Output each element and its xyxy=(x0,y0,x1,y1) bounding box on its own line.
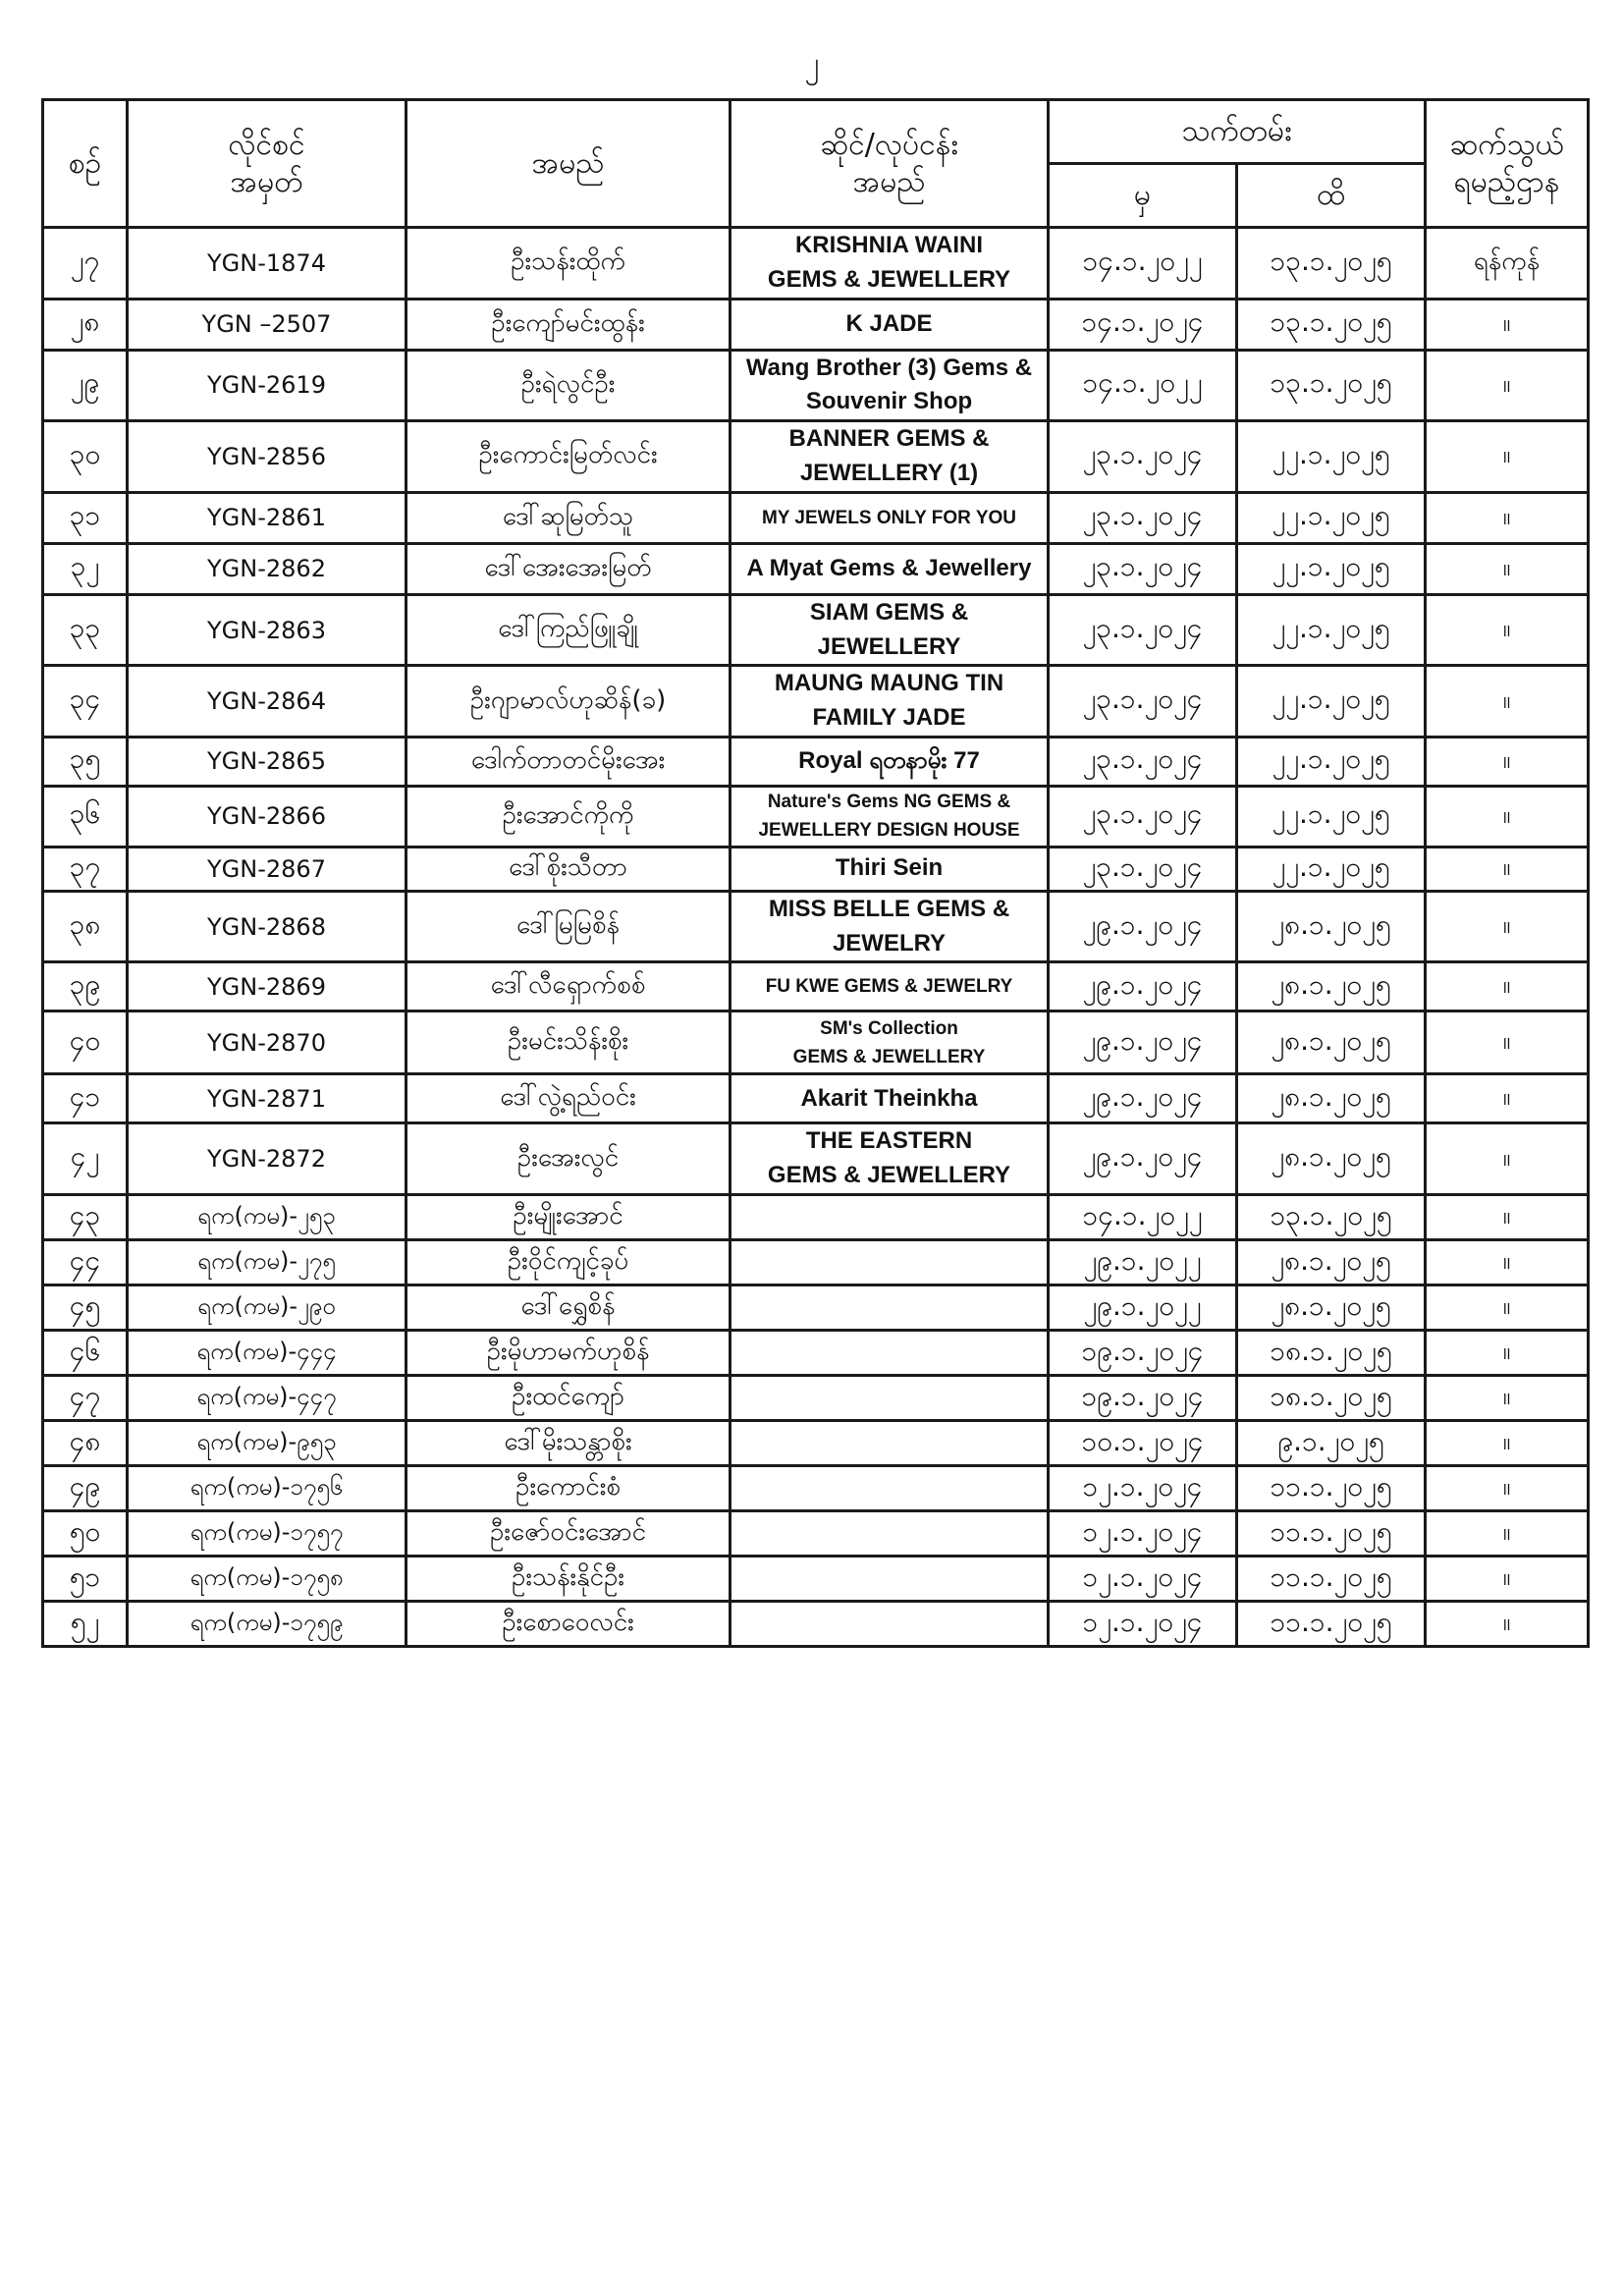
cell-number: ၃၆ xyxy=(43,786,128,847)
cell-owner-name: ဦးဂျာမာလ်ဟုဆိန်(ခ) xyxy=(406,666,731,738)
col-header-contact xyxy=(1426,100,1589,228)
cell-license-number: ရက(ကမ)-၄၄၇ xyxy=(128,1376,406,1421)
cell-license-number: YGN-2870 xyxy=(128,1011,406,1074)
shop-name-line1: MISS BELLE GEMS & xyxy=(768,895,1010,922)
cell-owner-name: ဒေါ်စိုးသီတာ xyxy=(406,847,731,891)
cell-shop-name xyxy=(731,492,1049,543)
cell-number: ၅၁ xyxy=(43,1557,128,1602)
col-header-shop xyxy=(731,100,1049,228)
shop-name-line1: K JADE xyxy=(845,309,933,337)
cell-valid-to: ၁၃.၁.၂၀၂၅ xyxy=(1237,350,1426,421)
cell-contact-department: ။ xyxy=(1426,1011,1589,1074)
cell-owner-name: ဦးအေးလွင် xyxy=(406,1123,731,1195)
cell-number: ၄၅ xyxy=(43,1285,128,1331)
cell-valid-from: ၁၂.၁.၂၀၂၄ xyxy=(1049,1602,1237,1647)
cell-license-number: YGN-2866 xyxy=(128,786,406,847)
cell-contact-department: ။ xyxy=(1426,1511,1589,1557)
cell-number: ၃၇ xyxy=(43,847,128,891)
page-number: ၂ xyxy=(804,46,820,81)
cell-shop-name xyxy=(731,1240,1049,1285)
col-header-license xyxy=(128,100,406,228)
shop-name-line2: JEWELLERY DESIGN HOUSE xyxy=(758,820,1020,842)
shop-name-line2: GEMS & JEWELLERY xyxy=(767,1162,1011,1189)
cell-valid-from: ၂၃.၁.၂၀၂၄ xyxy=(1049,737,1237,786)
header-row xyxy=(43,100,1589,164)
cell-number: ၄၆ xyxy=(43,1331,128,1376)
cell-valid-from: ၂၉.၁.၂၀၂၂ xyxy=(1049,1240,1237,1285)
col-header-license-line2: အမှတ် xyxy=(230,164,303,199)
cell-valid-from: ၂၉.၁.၂၀၂၄ xyxy=(1049,962,1237,1011)
cell-valid-to: ၁၁.၁.၂၀၂၅ xyxy=(1237,1557,1426,1602)
cell-valid-to: ၁၈.၁.၂၀၂၅ xyxy=(1237,1331,1426,1376)
table-row xyxy=(43,1123,1589,1195)
shop-name-line2: JEWELLERY (1) xyxy=(799,459,979,486)
cell-valid-to: ၁၃.၁.၂၀၂၅ xyxy=(1237,228,1426,300)
cell-valid-to: ၂၂.၁.၂၀၂၅ xyxy=(1237,847,1426,891)
cell-valid-to: ၂၂.၁.၂၀၂၅ xyxy=(1237,421,1426,493)
cell-license-number: YGN-2856 xyxy=(128,421,406,493)
shop-name-line1: MAUNG MAUNG TIN xyxy=(774,670,1004,697)
cell-contact-department: ။ xyxy=(1426,847,1589,891)
cell-owner-name: ဦးရဲလွင်ဦး xyxy=(406,350,731,421)
cell-license-number: YGN-1874 xyxy=(128,228,406,300)
shop-name-line2: Souvenir Shop xyxy=(805,388,973,415)
cell-shop-name xyxy=(731,228,1049,300)
cell-owner-name: ဒေါ်လွဲ့ရည်ဝင်း xyxy=(406,1074,731,1123)
table-row xyxy=(43,543,1589,594)
cell-owner-name: ဒေါ်အေးအေးမြတ် xyxy=(406,543,731,594)
cell-license-number: ရက(ကမ)-၉၅၃ xyxy=(128,1421,406,1466)
cell-shop-name xyxy=(731,962,1049,1011)
cell-shop-name xyxy=(731,1602,1049,1647)
shop-name-line1: BANNER GEMS & xyxy=(788,425,990,453)
cell-owner-name: ဒေါက်တာတင်မိုးအေး xyxy=(406,737,731,786)
cell-number: ၃၈ xyxy=(43,891,128,962)
cell-shop-name xyxy=(731,299,1049,350)
shop-name-line1: Wang Brother (3) Gems & xyxy=(745,354,1033,381)
cell-contact-department: ။ xyxy=(1426,891,1589,962)
shop-name-line1: SIAM GEMS & JEWELLERY xyxy=(809,598,969,660)
shop-name-line1: SM's Collection xyxy=(820,1017,958,1039)
cell-valid-from: ၂၉.၁.၂၀၂၄ xyxy=(1049,1074,1237,1123)
shop-name-line1: A Myat Gems & Jewellery xyxy=(746,554,1032,581)
cell-valid-to: ၂၂.၁.၂၀၂၅ xyxy=(1237,737,1426,786)
table-row xyxy=(43,666,1589,738)
col-header-name: အမည် xyxy=(406,100,731,228)
shop-name-line2: JEWELRY xyxy=(832,929,947,957)
cell-owner-name: ဦးကောင်းမြတ်လင်း xyxy=(406,421,731,493)
cell-shop-name xyxy=(731,1376,1049,1421)
cell-owner-name: ဦးဇော်ဝင်းအောင် xyxy=(406,1511,731,1557)
shop-name-line2: GEMS & JEWELLERY xyxy=(792,1046,986,1067)
cell-license-number: YGN –2507 xyxy=(128,299,406,350)
shop-name-line1: MY JEWELS ONLY FOR YOU xyxy=(761,507,1017,528)
cell-contact-department: ။ xyxy=(1426,1466,1589,1511)
table-row xyxy=(43,1011,1589,1074)
cell-valid-to: ၂၈.၁.၂၀၂၅ xyxy=(1237,1285,1426,1331)
cell-contact-department: ။ xyxy=(1426,543,1589,594)
cell-contact-department: ။ xyxy=(1426,1123,1589,1195)
table-row xyxy=(43,1376,1589,1421)
cell-number: ၄၃ xyxy=(43,1195,128,1240)
table-body xyxy=(43,228,1589,1647)
cell-number: ၄၉ xyxy=(43,1466,128,1511)
license-register-table xyxy=(41,98,1590,1648)
cell-contact-department: ။ xyxy=(1426,1376,1589,1421)
cell-number: ၄၄ xyxy=(43,1240,128,1285)
cell-valid-to: ၂၂.၁.၂၀၂၅ xyxy=(1237,594,1426,666)
cell-valid-from: ၂၃.၁.၂၀၂၄ xyxy=(1049,666,1237,738)
cell-valid-from: ၁၉.၁.၂၀၂၄ xyxy=(1049,1331,1237,1376)
cell-shop-name xyxy=(731,1421,1049,1466)
col-header-contact-line2: ရမည့်ဌာန xyxy=(1453,164,1560,199)
cell-valid-from: ၂၃.၁.၂၀၂၄ xyxy=(1049,543,1237,594)
cell-valid-from: ၁၀.၁.၂၀၂၄ xyxy=(1049,1421,1237,1466)
cell-valid-to: ၁၁.၁.၂၀၂၅ xyxy=(1237,1511,1426,1557)
cell-contact-department: ။ xyxy=(1426,421,1589,493)
cell-shop-name xyxy=(731,1195,1049,1240)
table-row xyxy=(43,1421,1589,1466)
cell-contact-department: ။ xyxy=(1426,962,1589,1011)
cell-contact-department: ။ xyxy=(1426,350,1589,421)
table-row xyxy=(43,1195,1589,1240)
cell-valid-to: ၁၈.၁.၂၀၂၅ xyxy=(1237,1376,1426,1421)
cell-owner-name: ဒေါ်ရွှေစိန် xyxy=(406,1285,731,1331)
cell-owner-name: ဦးသန်းထိုက် xyxy=(406,228,731,300)
cell-license-number: ရက(ကမ)-၁၇၅၆ xyxy=(128,1466,406,1511)
shop-name-line1: Royal ရတနာမိုး 77 xyxy=(798,747,980,775)
cell-number: ၃၉ xyxy=(43,962,128,1011)
table-row xyxy=(43,421,1589,493)
shop-name-line1: KRISHNIA WAINI xyxy=(794,232,984,258)
cell-license-number: ရက(ကမ)-၂၅၃ xyxy=(128,1195,406,1240)
shop-name-line1: Nature's Gems NG GEMS & xyxy=(767,791,1011,812)
col-header-from: မှ xyxy=(1049,164,1237,228)
cell-contact-department: ။ xyxy=(1426,1602,1589,1647)
cell-contact-department: ။ xyxy=(1426,594,1589,666)
cell-valid-to: ၂၈.၁.၂၀၂၅ xyxy=(1237,962,1426,1011)
table-row xyxy=(43,1074,1589,1123)
cell-contact-department: ။ xyxy=(1426,299,1589,350)
cell-shop-name xyxy=(731,737,1049,786)
cell-valid-from: ၂၉.၁.၂၀၂၄ xyxy=(1049,1011,1237,1074)
cell-valid-from: ၁၄.၁.၂၀၂၂ xyxy=(1049,350,1237,421)
col-header-shop-line1: ဆိုင်/လုပ်ငန်း xyxy=(820,128,958,162)
table-row xyxy=(43,1240,1589,1285)
cell-owner-name: ဦးမိုဟာမက်ဟုစိန် xyxy=(406,1331,731,1376)
cell-number: ၄၀ xyxy=(43,1011,128,1074)
cell-number: ၄၂ xyxy=(43,1123,128,1195)
shop-name-line1: THE EASTERN xyxy=(805,1127,973,1155)
cell-number: ၄၈ xyxy=(43,1421,128,1466)
cell-owner-name: ဦးကျော်မင်းထွန်း xyxy=(406,299,731,350)
shop-name-line1: Akarit Theinkha xyxy=(800,1084,978,1112)
cell-valid-from: ၂၃.၁.၂၀၂၄ xyxy=(1049,421,1237,493)
cell-contact-department: ။ xyxy=(1426,1195,1589,1240)
table-row xyxy=(43,228,1589,300)
cell-shop-name xyxy=(731,1123,1049,1195)
cell-contact-department: ။ xyxy=(1426,1421,1589,1466)
cell-shop-name xyxy=(731,543,1049,594)
cell-contact-department: ။ xyxy=(1426,737,1589,786)
cell-number: ၅၀ xyxy=(43,1511,128,1557)
cell-valid-from: ၁၄.၁.၂၀၂၂ xyxy=(1049,228,1237,300)
col-header-shop-line2: အမည် xyxy=(852,164,926,199)
cell-contact-department: ။ xyxy=(1426,786,1589,847)
table-row xyxy=(43,1511,1589,1557)
cell-shop-name xyxy=(731,1511,1049,1557)
cell-shop-name xyxy=(731,350,1049,421)
col-header-license-line1: လိုင်စင် xyxy=(228,128,305,162)
cell-owner-name: ဦးမင်းသိန်းစိုး xyxy=(406,1011,731,1074)
cell-shop-name xyxy=(731,1331,1049,1376)
cell-contact-department: ။ xyxy=(1426,1074,1589,1123)
cell-owner-name: ဒေါ်လီရှောက်စစ် xyxy=(406,962,731,1011)
table-row xyxy=(43,1557,1589,1602)
cell-contact-department: ရန်ကုန် xyxy=(1426,228,1589,300)
cell-shop-name xyxy=(731,594,1049,666)
cell-number: ၃၅ xyxy=(43,737,128,786)
cell-valid-from: ၂၉.၁.၂၀၂၄ xyxy=(1049,891,1237,962)
cell-valid-to: ၁၁.၁.၂၀၂၅ xyxy=(1237,1602,1426,1647)
cell-license-number: ရက(ကမ)-၁၇၅၉ xyxy=(128,1602,406,1647)
cell-license-number: YGN-2868 xyxy=(128,891,406,962)
cell-valid-from: ၂၉.၁.၂၀၂၄ xyxy=(1049,1123,1237,1195)
cell-contact-department: ။ xyxy=(1426,492,1589,543)
cell-license-number: ရက(ကမ)-၁၇၅၇ xyxy=(128,1511,406,1557)
shop-name-line1: Thiri Sein xyxy=(835,854,944,882)
cell-number: ၃၁ xyxy=(43,492,128,543)
cell-number: ၂၈ xyxy=(43,299,128,350)
cell-shop-name xyxy=(731,891,1049,962)
cell-contact-department: ။ xyxy=(1426,1240,1589,1285)
cell-valid-to: ၁၃.၁.၂၀၂၅ xyxy=(1237,1195,1426,1240)
table-row xyxy=(43,1466,1589,1511)
table-row xyxy=(43,1331,1589,1376)
table-row xyxy=(43,1602,1589,1647)
cell-license-number: YGN-2872 xyxy=(128,1123,406,1195)
cell-license-number: YGN-2862 xyxy=(128,543,406,594)
cell-license-number: YGN-2863 xyxy=(128,594,406,666)
cell-owner-name: ဦးဝိုင်ကျင့်ခုပ် xyxy=(406,1240,731,1285)
cell-valid-from: ၁၂.၁.၂၀၂၄ xyxy=(1049,1511,1237,1557)
cell-owner-name: ဦးမျိုးအောင် xyxy=(406,1195,731,1240)
cell-shop-name xyxy=(731,786,1049,847)
table-row xyxy=(43,962,1589,1011)
cell-shop-name xyxy=(731,421,1049,493)
cell-owner-name: ဦးအောင်ကိုကို xyxy=(406,786,731,847)
cell-valid-from: ၂၃.၁.၂၀၂၄ xyxy=(1049,847,1237,891)
cell-license-number: YGN-2865 xyxy=(128,737,406,786)
cell-valid-from: ၁၂.၁.၂၀၂၄ xyxy=(1049,1557,1237,1602)
table-row xyxy=(43,299,1589,350)
cell-number: ၂၇ xyxy=(43,228,128,300)
cell-license-number: ရက(ကမ)-၁၇၅၈ xyxy=(128,1557,406,1602)
cell-number: ၂၉ xyxy=(43,350,128,421)
cell-owner-name: ဒေါ်မိုးသန္တာစိုး xyxy=(406,1421,731,1466)
cell-valid-from: ၂၃.၁.၂၀၂၄ xyxy=(1049,786,1237,847)
cell-valid-from: ၁၄.၁.၂၀၂၄ xyxy=(1049,299,1237,350)
cell-shop-name xyxy=(731,1557,1049,1602)
cell-shop-name xyxy=(731,666,1049,738)
cell-owner-name: ဦးစောဝေလင်း xyxy=(406,1602,731,1647)
cell-license-number: YGN-2869 xyxy=(128,962,406,1011)
cell-owner-name: ဒေါ်ဆုမြတ်သူ xyxy=(406,492,731,543)
cell-valid-to: ၂၂.၁.၂၀၂၅ xyxy=(1237,492,1426,543)
table-row xyxy=(43,891,1589,962)
cell-valid-from: ၁၂.၁.၂၀၂၄ xyxy=(1049,1466,1237,1511)
table-row xyxy=(43,737,1589,786)
cell-owner-name: ဦးကောင်းစံ xyxy=(406,1466,731,1511)
table-row xyxy=(43,594,1589,666)
cell-valid-from: ၂၃.၁.၂၀၂၄ xyxy=(1049,594,1237,666)
shop-name-line1: FU KWE GEMS & JEWELRY xyxy=(765,976,1013,998)
cell-license-number: YGN-2861 xyxy=(128,492,406,543)
table-row xyxy=(43,350,1589,421)
cell-number: ၃၃ xyxy=(43,594,128,666)
cell-shop-name xyxy=(731,1466,1049,1511)
cell-contact-department: ။ xyxy=(1426,1285,1589,1331)
cell-contact-department: ။ xyxy=(1426,666,1589,738)
cell-valid-from: ၁၉.၁.၂၀၂၄ xyxy=(1049,1376,1237,1421)
shop-name-line2: FAMILY JADE xyxy=(812,704,966,732)
cell-owner-name: ဒေါ်ကြည်ဖြူချို xyxy=(406,594,731,666)
cell-number: ၃၄ xyxy=(43,666,128,738)
cell-owner-name: ဦးထင်ကျော် xyxy=(406,1376,731,1421)
cell-license-number: ရက(ကမ)-၂၉၀ xyxy=(128,1285,406,1331)
shop-name-line2: GEMS & JEWELLERY xyxy=(767,265,1011,293)
cell-license-number: YGN-2619 xyxy=(128,350,406,421)
cell-valid-to: ၁၃.၁.၂၀၂၅ xyxy=(1237,299,1426,350)
cell-valid-to: ၂၂.၁.၂၀၂၅ xyxy=(1237,786,1426,847)
cell-shop-name xyxy=(731,1285,1049,1331)
cell-license-number: ရက(ကမ)-၂၇၅ xyxy=(128,1240,406,1285)
cell-license-number: YGN-2864 xyxy=(128,666,406,738)
cell-number: ၄၁ xyxy=(43,1074,128,1123)
cell-number: ၅၂ xyxy=(43,1602,128,1647)
cell-valid-from: ၁၄.၁.၂၀၂၂ xyxy=(1049,1195,1237,1240)
cell-valid-from: ၂၉.၁.၂၀၂၂ xyxy=(1049,1285,1237,1331)
cell-shop-name xyxy=(731,847,1049,891)
cell-license-number: YGN-2867 xyxy=(128,847,406,891)
cell-contact-department: ။ xyxy=(1426,1331,1589,1376)
cell-valid-to: ၉.၁.၂၀၂၅ xyxy=(1237,1421,1426,1466)
table-row xyxy=(43,847,1589,891)
cell-license-number: YGN-2871 xyxy=(128,1074,406,1123)
cell-owner-name: ဒေါ်မြမြစိန် xyxy=(406,891,731,962)
cell-valid-to: ၁၁.၁.၂၀၂၅ xyxy=(1237,1466,1426,1511)
col-header-validity: သက်တမ်း xyxy=(1049,100,1426,164)
table-row xyxy=(43,786,1589,847)
cell-shop-name xyxy=(731,1074,1049,1123)
cell-valid-to: ၂၈.၁.၂၀၂၅ xyxy=(1237,1011,1426,1074)
cell-number: ၄၇ xyxy=(43,1376,128,1421)
col-header-contact-line1: ဆက်သွယ် xyxy=(1449,128,1564,162)
cell-valid-from: ၂၃.၁.၂၀၂၄ xyxy=(1049,492,1237,543)
cell-valid-to: ၂၈.၁.၂၀၂၅ xyxy=(1237,891,1426,962)
cell-valid-to: ၂၂.၁.၂၀၂၅ xyxy=(1237,666,1426,738)
cell-valid-to: ၂၈.၁.၂၀၂၅ xyxy=(1237,1123,1426,1195)
cell-valid-to: ၂၈.၁.၂၀၂၅ xyxy=(1237,1240,1426,1285)
cell-contact-department: ။ xyxy=(1426,1557,1589,1602)
cell-number: ၃၂ xyxy=(43,543,128,594)
cell-license-number: ရက(ကမ)-၄၄၄ xyxy=(128,1331,406,1376)
cell-valid-to: ၂၈.၁.၂၀၂၅ xyxy=(1237,1074,1426,1123)
cell-owner-name: ဦးသန်းနိုင်ဦး xyxy=(406,1557,731,1602)
table-row xyxy=(43,492,1589,543)
cell-shop-name xyxy=(731,1011,1049,1074)
cell-valid-to: ၂၂.၁.၂၀၂၅ xyxy=(1237,543,1426,594)
col-header-to: ထိ xyxy=(1237,164,1426,228)
table-row xyxy=(43,1285,1589,1331)
col-header-no: စဉ် xyxy=(43,100,128,228)
cell-number: ၃၀ xyxy=(43,421,128,493)
